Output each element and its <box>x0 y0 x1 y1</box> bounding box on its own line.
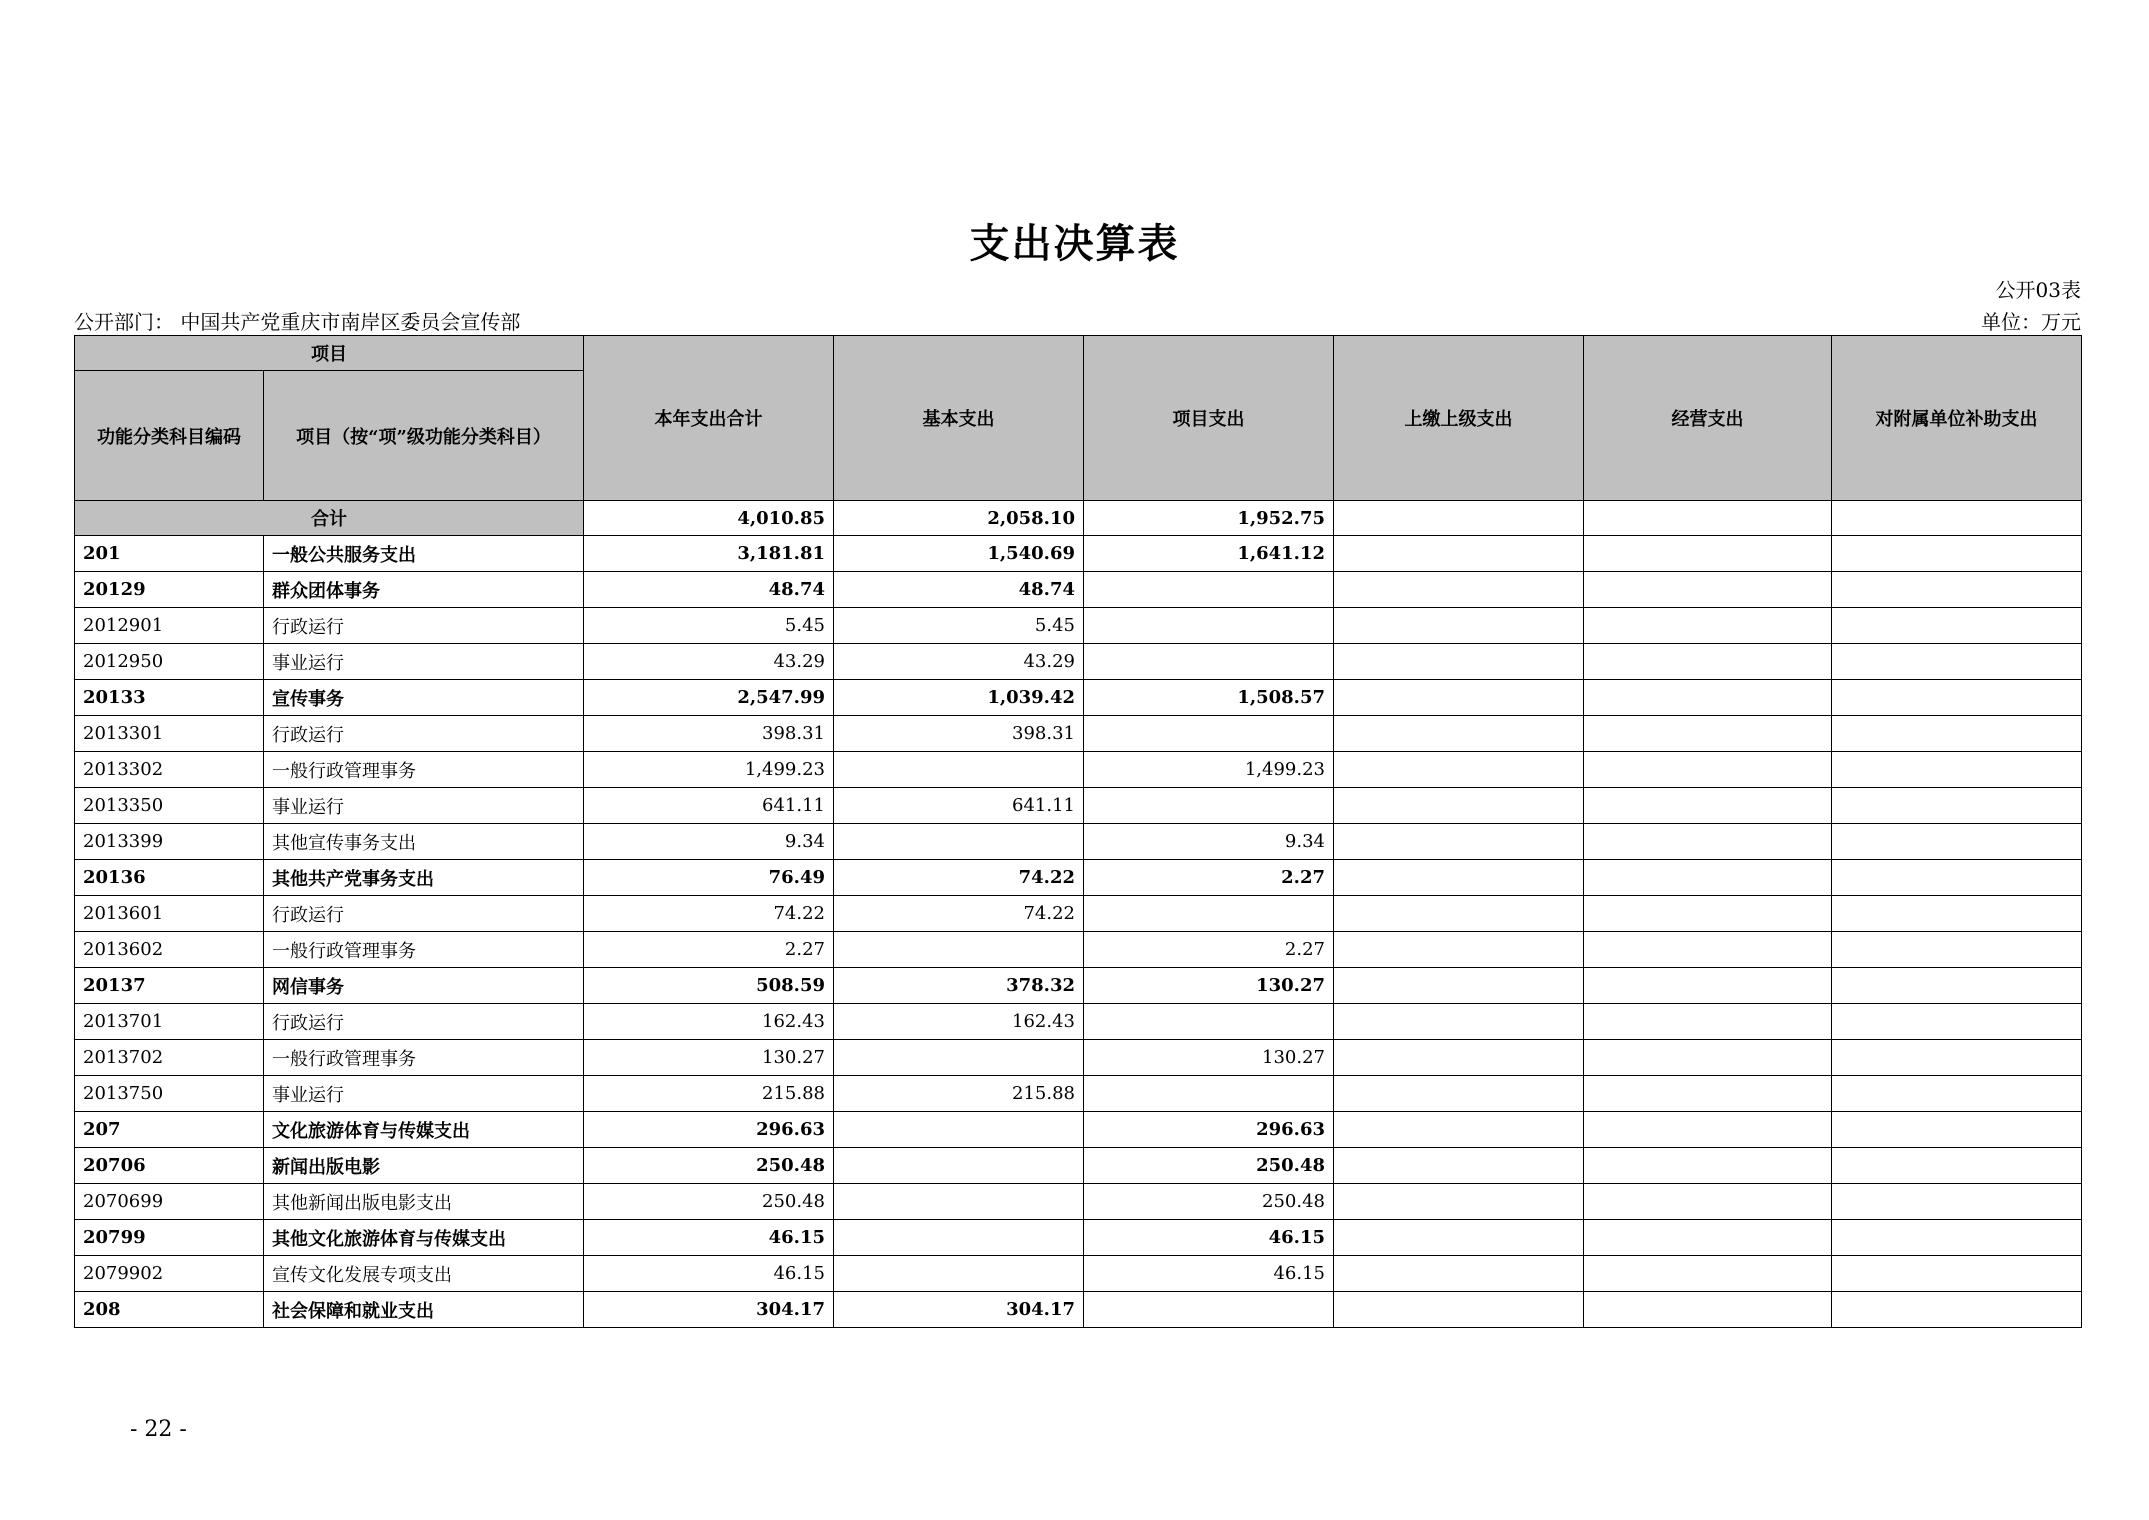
department-label: 公开部门： 中国共产党重庆市南岸区委员会宣传部 <box>74 310 521 334</box>
project-cell: 46.15 <box>1084 1220 1334 1256</box>
upper-cell <box>1334 1148 1584 1184</box>
project-cell <box>1084 1076 1334 1112</box>
header-item-group: 项目 <box>75 336 584 371</box>
upper-cell <box>1334 788 1584 824</box>
upper-cell <box>1334 860 1584 896</box>
total-cell: 43.29 <box>584 644 834 680</box>
basic-cell: 641.11 <box>834 788 1084 824</box>
upper-cell <box>1334 680 1584 716</box>
basic-cell <box>834 1040 1084 1076</box>
table-row <box>75 824 2082 860</box>
upper-cell <box>1334 716 1584 752</box>
basic-cell: 378.32 <box>834 968 1084 1004</box>
total-cell: 641.11 <box>584 788 834 824</box>
code-cell: 20799 <box>75 1220 264 1256</box>
business-cell <box>1584 752 1832 788</box>
subsidy-cell <box>1832 968 2082 1004</box>
name-cell: 一般公共服务支出 <box>264 536 584 572</box>
code-cell: 208 <box>75 1292 264 1328</box>
code-cell: 2013750 <box>75 1076 264 1112</box>
table-row <box>75 968 2082 1004</box>
total-cell: 9.34 <box>584 824 834 860</box>
name-cell: 其他新闻出版电影支出 <box>264 1184 584 1220</box>
business-cell <box>1584 1292 1832 1328</box>
name-cell: 网信事务 <box>264 968 584 1004</box>
business-cell <box>1584 788 1832 824</box>
table-row <box>75 1220 2082 1256</box>
basic-cell <box>834 1220 1084 1256</box>
basic-cell: 398.31 <box>834 716 1084 752</box>
total-cell: 46.15 <box>584 1256 834 1292</box>
name-cell: 宣传文化发展专项支出 <box>264 1256 584 1292</box>
code-cell: 20133 <box>75 680 264 716</box>
upper-cell <box>1334 1112 1584 1148</box>
total-cell: 1,499.23 <box>584 752 834 788</box>
subsidy-cell <box>1832 1292 2082 1328</box>
header-basic: 基本支出 <box>834 336 1084 501</box>
subsidy-cell <box>1832 896 2082 932</box>
subsidy-cell <box>1832 1040 2082 1076</box>
subsidy-cell <box>1832 1076 2082 1112</box>
unit-label: 单位：万元 <box>1981 310 2081 334</box>
code-cell: 20136 <box>75 860 264 896</box>
total-cell: 508.59 <box>584 968 834 1004</box>
project-cell: 46.15 <box>1084 1256 1334 1292</box>
upper-cell <box>1334 752 1584 788</box>
table-row <box>75 1040 2082 1076</box>
subsidy-cell <box>1832 932 2082 968</box>
code-cell: 20706 <box>75 1148 264 1184</box>
upper-cell <box>1334 968 1584 1004</box>
code-cell: 2013350 <box>75 788 264 824</box>
total-cell: 5.45 <box>584 608 834 644</box>
table-row <box>75 932 2082 968</box>
table-row <box>75 716 2082 752</box>
upper-cell <box>1334 644 1584 680</box>
total-cell: 76.49 <box>584 860 834 896</box>
project-cell: 130.27 <box>1084 968 1334 1004</box>
upper-cell <box>1334 1220 1584 1256</box>
table-row <box>75 1004 2082 1040</box>
subsidy-cell <box>1832 572 2082 608</box>
upper-cell <box>1334 1256 1584 1292</box>
subsidy-cell <box>1832 824 2082 860</box>
total-cell: 215.88 <box>584 1076 834 1112</box>
table-row <box>75 608 2082 644</box>
upper-cell <box>1334 501 1584 536</box>
business-cell <box>1584 1040 1832 1076</box>
name-cell: 其他宣传事务支出 <box>264 824 584 860</box>
business-cell <box>1584 1220 1832 1256</box>
basic-cell: 162.43 <box>834 1004 1084 1040</box>
name-cell: 社会保障和就业支出 <box>264 1292 584 1328</box>
basic-cell: 1,039.42 <box>834 680 1084 716</box>
project-cell: 296.63 <box>1084 1112 1334 1148</box>
upper-cell <box>1334 824 1584 860</box>
table-row <box>75 752 2082 788</box>
subsidy-cell <box>1832 1256 2082 1292</box>
total-cell: 48.74 <box>584 572 834 608</box>
code-cell: 20137 <box>75 968 264 1004</box>
business-cell <box>1584 716 1832 752</box>
basic-cell: 74.22 <box>834 896 1084 932</box>
table-row <box>75 644 2082 680</box>
upper-cell <box>1334 1292 1584 1328</box>
total-cell: 2.27 <box>584 932 834 968</box>
name-cell: 事业运行 <box>264 1076 584 1112</box>
table-row <box>75 536 2082 572</box>
name-cell: 群众团体事务 <box>264 572 584 608</box>
header-project: 项目支出 <box>1084 336 1334 501</box>
name-cell: 宣传事务 <box>264 680 584 716</box>
table-row <box>75 1112 2082 1148</box>
business-cell <box>1584 572 1832 608</box>
page-number: - 22 - <box>130 1417 187 1442</box>
basic-cell <box>834 752 1084 788</box>
upper-cell <box>1334 1004 1584 1040</box>
project-cell <box>1084 716 1334 752</box>
business-cell <box>1584 1004 1832 1040</box>
code-cell: 2013702 <box>75 1040 264 1076</box>
business-cell <box>1584 608 1832 644</box>
business-cell <box>1584 1184 1832 1220</box>
project-cell: 2.27 <box>1084 932 1334 968</box>
business-cell <box>1584 860 1832 896</box>
code-cell: 2013601 <box>75 896 264 932</box>
code-cell: 2012950 <box>75 644 264 680</box>
basic-cell <box>834 1184 1084 1220</box>
project-cell: 1,641.12 <box>1084 536 1334 572</box>
subsidy-cell <box>1832 1184 2082 1220</box>
name-cell: 行政运行 <box>264 896 584 932</box>
basic-cell <box>834 1256 1084 1292</box>
subsidy-cell <box>1832 1148 2082 1184</box>
total-cell: 296.63 <box>584 1112 834 1148</box>
total-cell: 130.27 <box>584 1040 834 1076</box>
table-row <box>75 1184 2082 1220</box>
project-cell: 1,499.23 <box>1084 752 1334 788</box>
table-row <box>75 860 2082 896</box>
subsidy-cell <box>1832 644 2082 680</box>
total-cell: 398.31 <box>584 716 834 752</box>
project-cell: 1,952.75 <box>1084 501 1334 536</box>
code-cell: 2012901 <box>75 608 264 644</box>
table-row <box>75 1292 2082 1328</box>
basic-cell: 48.74 <box>834 572 1084 608</box>
name-cell: 文化旅游体育与传媒支出 <box>264 1112 584 1148</box>
subsidy-cell <box>1832 1004 2082 1040</box>
name-cell: 事业运行 <box>264 788 584 824</box>
total-cell: 2,547.99 <box>584 680 834 716</box>
basic-cell: 5.45 <box>834 608 1084 644</box>
basic-cell: 1,540.69 <box>834 536 1084 572</box>
project-cell <box>1084 1292 1334 1328</box>
project-cell: 250.48 <box>1084 1148 1334 1184</box>
page-title: 支出决算表 <box>969 220 1180 267</box>
subsidy-cell <box>1832 501 2082 536</box>
basic-cell: 43.29 <box>834 644 1084 680</box>
business-cell <box>1584 1148 1832 1184</box>
business-cell <box>1584 896 1832 932</box>
project-cell: 9.34 <box>1084 824 1334 860</box>
subsidy-cell <box>1832 788 2082 824</box>
code-cell: 207 <box>75 1112 264 1148</box>
header-upper: 上缴上级支出 <box>1334 336 1584 501</box>
upper-cell <box>1334 1076 1584 1112</box>
basic-cell <box>834 1148 1084 1184</box>
basic-cell: 74.22 <box>834 860 1084 896</box>
basic-cell: 215.88 <box>834 1076 1084 1112</box>
total-cell: 4,010.85 <box>584 501 834 536</box>
subsidy-cell <box>1832 1220 2082 1256</box>
code-cell: 2013399 <box>75 824 264 860</box>
name-cell: 行政运行 <box>264 716 584 752</box>
code-cell: 2070699 <box>75 1184 264 1220</box>
upper-cell <box>1334 932 1584 968</box>
table-row <box>75 1256 2082 1292</box>
project-cell: 250.48 <box>1084 1184 1334 1220</box>
project-cell <box>1084 896 1334 932</box>
subsidy-cell <box>1832 752 2082 788</box>
table-row <box>75 896 2082 932</box>
subsidy-cell <box>1832 1112 2082 1148</box>
subsidy-cell <box>1832 680 2082 716</box>
business-cell <box>1584 501 1832 536</box>
project-cell <box>1084 1004 1334 1040</box>
basic-cell <box>834 1112 1084 1148</box>
subsidy-cell <box>1832 608 2082 644</box>
project-cell <box>1084 644 1334 680</box>
upper-cell <box>1334 1184 1584 1220</box>
total-label: 合计 <box>75 501 584 536</box>
expenditure-table <box>74 335 2082 1328</box>
total-row <box>75 501 2082 536</box>
business-cell <box>1584 1076 1832 1112</box>
name-cell: 一般行政管理事务 <box>264 932 584 968</box>
business-cell <box>1584 932 1832 968</box>
total-cell: 3,181.81 <box>584 536 834 572</box>
code-cell: 2013302 <box>75 752 264 788</box>
business-cell <box>1584 1256 1832 1292</box>
table-row <box>75 1076 2082 1112</box>
header-business: 经营支出 <box>1584 336 1832 501</box>
business-cell <box>1584 644 1832 680</box>
total-cell: 250.48 <box>584 1148 834 1184</box>
basic-cell <box>834 932 1084 968</box>
total-cell: 304.17 <box>584 1292 834 1328</box>
header-code: 功能分类科目编码 <box>75 371 264 501</box>
name-cell: 其他共产党事务支出 <box>264 860 584 896</box>
upper-cell <box>1334 608 1584 644</box>
project-cell <box>1084 788 1334 824</box>
header-subsidy: 对附属单位补助支出 <box>1832 336 2082 501</box>
business-cell <box>1584 968 1832 1004</box>
project-cell <box>1084 608 1334 644</box>
subsidy-cell <box>1832 860 2082 896</box>
code-cell: 20129 <box>75 572 264 608</box>
business-cell <box>1584 1112 1832 1148</box>
upper-cell <box>1334 572 1584 608</box>
code-cell: 2079902 <box>75 1256 264 1292</box>
upper-cell <box>1334 1040 1584 1076</box>
subsidy-cell <box>1832 536 2082 572</box>
table-row <box>75 680 2082 716</box>
total-cell: 74.22 <box>584 896 834 932</box>
code-cell: 2013301 <box>75 716 264 752</box>
name-cell: 行政运行 <box>264 1004 584 1040</box>
table-row <box>75 572 2082 608</box>
project-cell: 1,508.57 <box>1084 680 1334 716</box>
basic-cell <box>834 824 1084 860</box>
name-cell: 事业运行 <box>264 644 584 680</box>
project-cell: 2.27 <box>1084 860 1334 896</box>
subsidy-cell <box>1832 716 2082 752</box>
header-name: 项目（按“项”级功能分类科目） <box>264 371 584 501</box>
name-cell: 其他文化旅游体育与传媒支出 <box>264 1220 584 1256</box>
name-cell: 行政运行 <box>264 608 584 644</box>
business-cell <box>1584 824 1832 860</box>
project-cell <box>1084 572 1334 608</box>
total-cell: 46.15 <box>584 1220 834 1256</box>
project-cell: 130.27 <box>1084 1040 1334 1076</box>
total-cell: 162.43 <box>584 1004 834 1040</box>
code-cell: 201 <box>75 536 264 572</box>
name-cell: 新闻出版电影 <box>264 1148 584 1184</box>
table-row <box>75 1148 2082 1184</box>
form-number: 公开03表 <box>1995 278 2081 302</box>
total-cell: 250.48 <box>584 1184 834 1220</box>
business-cell <box>1584 536 1832 572</box>
basic-cell: 304.17 <box>834 1292 1084 1328</box>
name-cell: 一般行政管理事务 <box>264 752 584 788</box>
code-cell: 2013701 <box>75 1004 264 1040</box>
header-total: 本年支出合计 <box>584 336 834 501</box>
upper-cell <box>1334 536 1584 572</box>
upper-cell <box>1334 896 1584 932</box>
table-row <box>75 788 2082 824</box>
header-row-1 <box>75 336 2082 371</box>
basic-cell: 2,058.10 <box>834 501 1084 536</box>
name-cell: 一般行政管理事务 <box>264 1040 584 1076</box>
business-cell <box>1584 680 1832 716</box>
code-cell: 2013602 <box>75 932 264 968</box>
